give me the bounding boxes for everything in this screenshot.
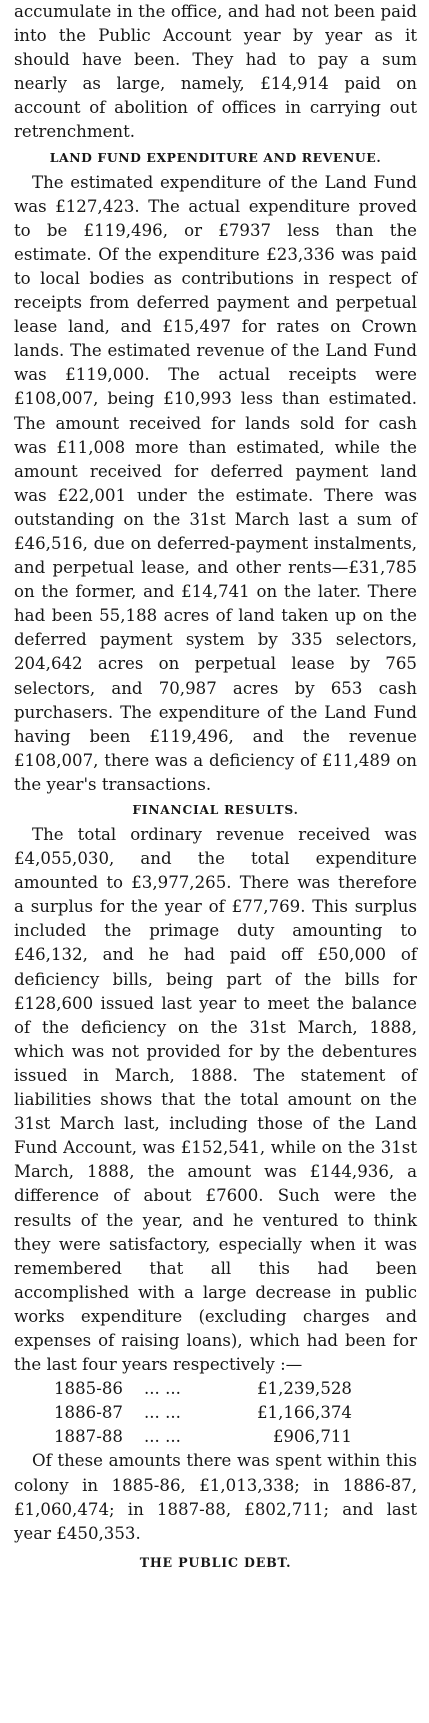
public-debt-heading: THE PUBLIC DEBT. bbox=[139, 1554, 292, 1570]
table-cell-leader: ... ... bbox=[144, 1403, 181, 1423]
table-cell-year: 1886-87 bbox=[54, 1403, 123, 1423]
table-row bbox=[54, 1425, 352, 1449]
table-cell-leader: ... ... bbox=[144, 1379, 181, 1399]
table-row bbox=[54, 1401, 352, 1425]
table-cell-amount: £1,166,374 bbox=[256, 1403, 352, 1423]
table-cell-amount: £906,711 bbox=[272, 1427, 352, 1447]
land-fund-paragraph: The estimated expenditure of the Land Fund was £127,423. The actual expenditure proved to be £119,496, or £7937 less than the estimate. Of the expenditure £23,336 was paid to local bodies as contributions in respect of receipts from deferred payment and perpetual lease land, and £15,497 for rates on Crown lands. The estimated revenue of the Land Fund was £119,000. The actual receipts were £108,007, being £10,993 less than estimated. The amount received for lands sold for cash was £11,008 more than estimated, while the amount received for deferred payment land was £22,001 under the estimate. There was outstanding on the 31st March last a sum of £46,516, due on deferred-payment instalments, and perpetual lease, and other rents—£31,785 on the former, and £14,741 on the later. There had been 55,188 acres of land taken up on the deferred payment system by 335 selectors, 204,642 acres on perpetual lease by 765 selectors, and 70,987 acres by 653 cash purchasers. The expenditure of the Land Fund having been £119,496, and the revenue £108,007, there was a deficiency of £11,489 on the year's transactions. bbox=[14, 172, 417, 794]
table-cell-year: 1885-86 bbox=[54, 1379, 123, 1399]
intro-paragraph: accumulate in the office, and had not been paid into the Public Account year by year as it should have been. They had to pay a sum nearly as large, namely, £14,914 paid on account of abolition of offices in carrying out retrenchment. bbox=[14, 2, 417, 142]
table-cell-amount: £1,239,528 bbox=[256, 1379, 352, 1399]
closing-paragraph: Of these amounts there was spent within this colony in 1885-86, £1,013,338; in 1886-87, £1,060,474; in 1887-88, £802,711; and last year £450,353. bbox=[14, 1451, 417, 1543]
financial-results-paragraph: The total ordinary revenue received was £4,055,030, and the total expenditure amounted to £3,977,265. There was therefore a surplus for the year of £77,769. This surplus included the primage duty amounting to £46,132, and he had paid off £50,000 of deficiency bills, being part of the bills for £128,600 issued last year to meet the balance of the deficiency on the 31st March, 1888, which was not provided for by the debentures issued in March, 1888. The statement of liabilities shows that the total amount on the 31st March last, including those of the Land Fund Account, was £152,541, while on the 31st March, 1888, the amount was £144,936, a difference of about £7600. Such were the results of the year, and he ventured to think they were satisfactory, especially when it was remembered that all this had been accomplished with a large decrease in public works expenditure (excluding charges and expenses of raising loans), which had been for the last four years respectively :— bbox=[14, 825, 417, 1375]
table-cell-year: 1887-88 bbox=[54, 1427, 123, 1447]
public-works-expenditure-table bbox=[54, 1377, 352, 1449]
table-cell-leader: ... ... bbox=[144, 1427, 181, 1447]
financial-results-heading: FINANCIAL RESULTS. bbox=[132, 803, 299, 817]
land-fund-heading: LAND FUND EXPENDITURE AND REVENUE. bbox=[49, 149, 382, 165]
table-row bbox=[54, 1377, 352, 1401]
